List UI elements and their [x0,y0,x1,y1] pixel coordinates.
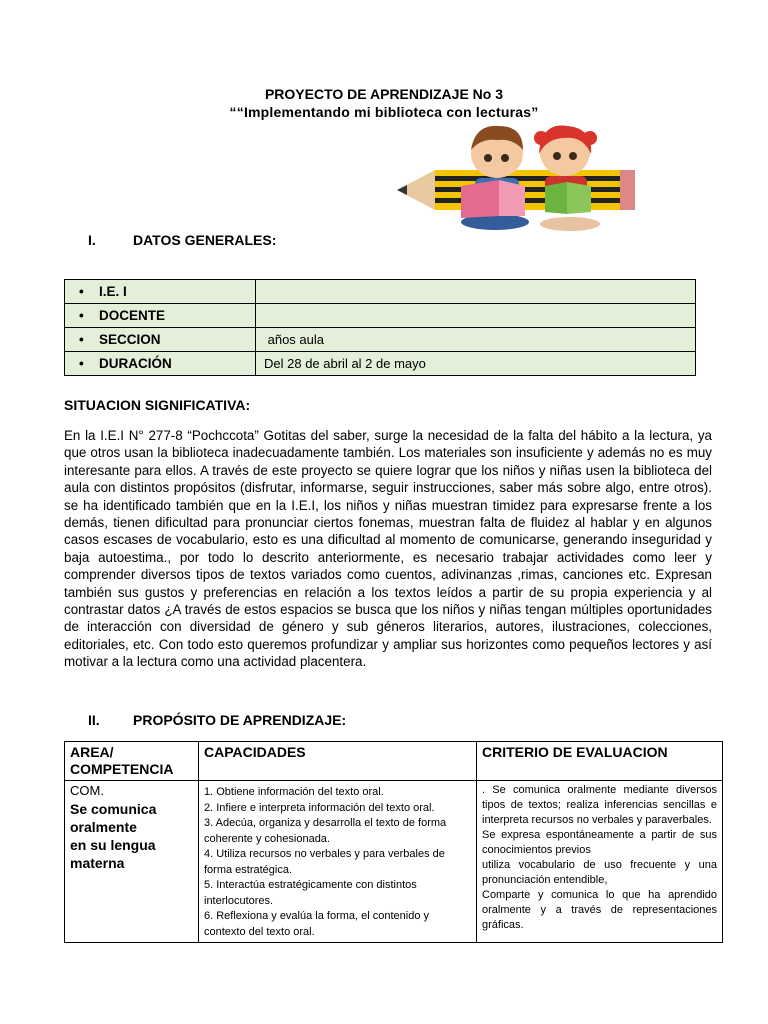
list-item: 4. Utiliza recursos no verbales y para verbales de forma estratégica. [204,848,445,876]
table-row [65,352,696,376]
list-item: utiliza vocabulario de uso frecuente y una pronunciación entendible, [482,859,717,886]
list-item: Se expresa espontáneamente a partir de sus conocimientos previos [482,829,717,856]
project-subtitle: ““Implementando mi biblioteca con lecturas” [229,104,539,120]
capacities-cell [199,781,477,943]
section-number: I. [88,232,96,248]
criteria-cell [477,781,723,943]
column-header: CAPACIDADES [199,742,477,781]
purpose-heading [88,712,346,728]
row-value [256,304,696,328]
table-row [65,781,723,943]
list-item: 6. Reflexiona y evalúa la forma, el contenido y contexto del texto oral. [204,910,430,938]
area-label: COM. [70,783,104,798]
purpose-table [64,741,723,943]
capacities-list [204,785,471,940]
row-label: • SECCION [65,328,256,352]
list-item: 3. Adecúa, organiza y desarrolla el texto de forma coherente y cohesionada. [204,817,447,845]
list-item: Comparte y comunica lo que ha aprendido oralmente y a través de representaciones gráficas. [482,889,717,931]
row-label: • DURACIÓN [65,352,256,376]
situation-paragraph: En la I.E.I N° 277-8 “Pochccota” Gotitas del saber, surge la necesidad de la falta del hábito a la lectura, ya que otros usan la biblioteca inadecuadamente también. Los materiales son insuficiente y además no es muy interesante para ellos. A través de este proyecto se quiere lograr que los niños y niñas usen la biblioteca del aula con distintos propósitos (disfrutar, informarse, seguir instrucciones, saber más sobre algo, entre otros). se ha identificado también que en la I.E.I, los niños y niñas muestran timidez para expresarse frente a los demás, tienen dificultad para pronunciar ciertos fonemas, muestran falta de fluidez al hablar y en algunos casos escases de vocabulario, esto es una dificultad al momento de comunicarse, generando inseguridad y baja autoestima., por todo lo descrito anteriormente, es necesario trabajar actividades como leer y comprender diversos tipos de textos variados como cuentos, adivinanzas ,rimas, canciones etc. Expresan también sus gustos y preferencias en relación a los textos leídos a partir de su propia experiencia y al contrastar datos ¿A través de estos espacios se busca que los niños y niñas tengan múltiples oportunidades de interacción con diversidad de género y sub géneros literarios, autores, ilustraciones, colecciones, editoriales, etc. Con todo esto queremos profundizar y ampliar sus horizontes como pequeños lectores y así motivar a la lectura como una actividad placentera. [64,428,712,670]
list-item: 1. Obtiene información del texto oral. [204,786,384,798]
situation-heading: SITUACION SIGNIFICATIVA: [64,397,251,413]
row-label: • DOCENTE [65,304,256,328]
area-cell [65,781,199,943]
list-item: . Se comunica oralmente mediante diversos tipos de textos; realiza inferencias sencillas e interpreta recursos no verbales y paraverbales. [482,784,717,826]
row-value: años aula [256,328,696,352]
section-number: II. [88,712,100,728]
competence-label: Se comunica oralmente en su lengua materna [70,801,157,871]
criteria-list [482,783,717,933]
row-value [256,280,696,304]
general-data-table [64,279,696,376]
list-item: 5. Interactúa estratégicamente con distintos interlocutores. [204,879,417,907]
section-title: DATOS GENERALES: [133,232,277,248]
row-value: Del 28 de abril al 2 de mayo [256,352,696,376]
project-title: PROYECTO DE APRENDIZAJE No 3 [264,86,504,102]
children-reading-pencil-illustration [395,120,640,232]
section-title: PROPÓSITO DE APRENDIZAJE: [133,712,347,728]
table-header-row [65,742,723,781]
column-header: AREA/ COMPETENCIA [65,742,199,781]
list-item: 2. Infiere e interpreta información del texto oral. [204,801,435,814]
column-header: CRITERIO DE EVALUACION [477,742,723,781]
table-row [65,280,696,304]
row-label: • I.E. I [65,280,256,304]
table-row [65,304,696,328]
general-data-heading [88,232,276,248]
table-row [65,328,696,352]
